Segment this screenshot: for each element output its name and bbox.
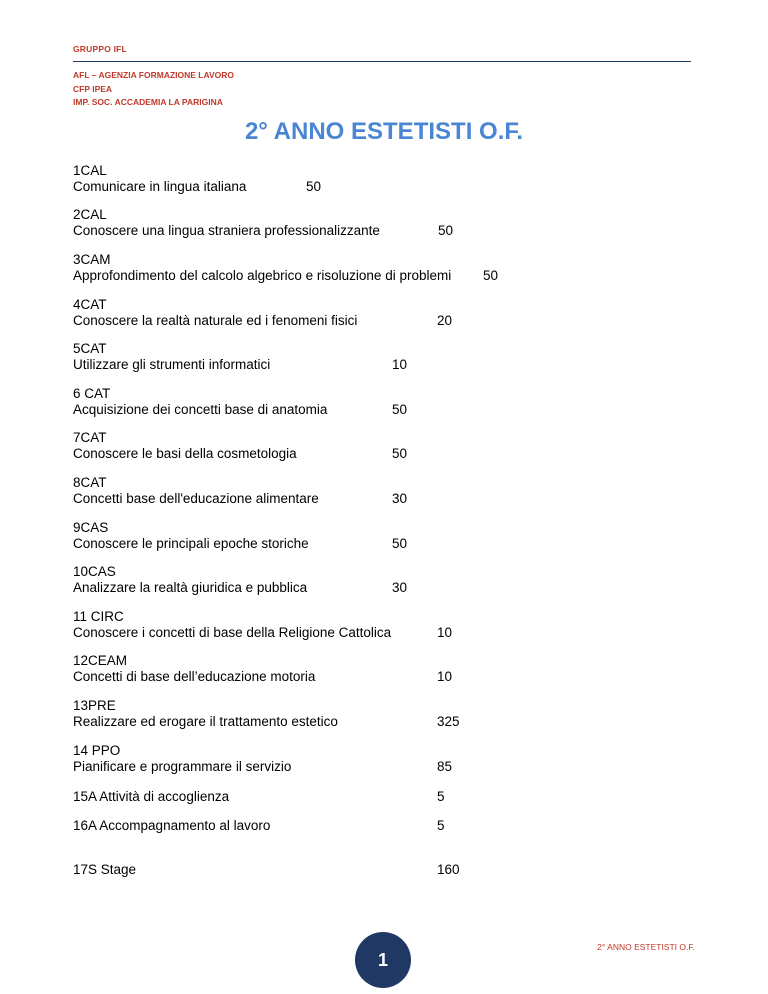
course-item bbox=[73, 341, 270, 373]
course-hours: 50 bbox=[392, 536, 408, 551]
course-code: 3CAM bbox=[73, 252, 111, 267]
course-name: Concetti base dell'educazione alimentare bbox=[73, 491, 319, 506]
course-item bbox=[73, 207, 380, 239]
header-divider bbox=[73, 61, 691, 62]
course-item bbox=[73, 862, 136, 878]
course-name: Utilizzare gli strumenti informatici bbox=[73, 357, 271, 372]
course-hours: 5 bbox=[437, 818, 445, 833]
course-item bbox=[73, 564, 307, 596]
course-code: 11 CIRC bbox=[73, 609, 124, 624]
course-code: 7CAT bbox=[73, 430, 107, 445]
course-name: Realizzare ed erogare il trattamento estetico bbox=[73, 714, 338, 729]
course-item bbox=[73, 252, 451, 284]
course-hours: 50 bbox=[392, 402, 408, 417]
course-hours: 10 bbox=[437, 669, 453, 684]
course-hours: 10 bbox=[392, 357, 408, 372]
course-name: Comunicare in lingua italiana bbox=[73, 179, 247, 194]
header-line-academy: IMP. SOC. ACCADEMIA LA PARIGINA bbox=[73, 97, 223, 107]
course-item bbox=[73, 520, 309, 552]
course-code: 1CAL bbox=[73, 163, 107, 178]
course-code: 10CAS bbox=[73, 564, 116, 579]
course-hours: 20 bbox=[437, 313, 453, 328]
course-name: Conoscere la realtà naturale ed i fenomeni fisici bbox=[73, 313, 358, 328]
course-item bbox=[73, 743, 291, 775]
course-name: Conoscere una lingua straniera professionalizzante bbox=[73, 223, 380, 238]
course-hours: 50 bbox=[438, 223, 454, 238]
course-name: Approfondimento del calcolo algebrico e risoluzione di problemi bbox=[73, 268, 452, 283]
course-name: 16A Accompagnamento al lavoro bbox=[73, 818, 271, 833]
course-hours: 50 bbox=[483, 268, 499, 283]
course-code: 5CAT bbox=[73, 341, 107, 356]
course-item bbox=[73, 789, 229, 805]
course-name: Acquisizione dei concetti base di anatomia bbox=[73, 402, 328, 417]
header-organizations bbox=[73, 69, 234, 110]
course-name: 17S Stage bbox=[73, 862, 137, 877]
course-code: 13PRE bbox=[73, 698, 116, 713]
course-item bbox=[73, 698, 338, 730]
course-item bbox=[73, 653, 315, 685]
course-hours: 50 bbox=[306, 179, 322, 194]
course-item bbox=[73, 609, 391, 641]
course-item bbox=[73, 430, 297, 462]
course-name: Conoscere le basi della cosmetologia bbox=[73, 446, 297, 461]
course-hours: 85 bbox=[437, 759, 453, 774]
course-item bbox=[73, 163, 246, 195]
course-code: 14 PPO bbox=[73, 743, 121, 758]
course-hours: 5 bbox=[437, 789, 445, 804]
course-hours: 325 bbox=[437, 714, 460, 729]
course-hours: 10 bbox=[437, 625, 453, 640]
course-hours: 160 bbox=[437, 862, 460, 877]
course-code: 8CAT bbox=[73, 475, 107, 490]
course-hours: 30 bbox=[392, 580, 408, 595]
course-code: 9CAS bbox=[73, 520, 109, 535]
header-line-agency: AFL – AGENZIA FORMAZIONE LAVORO bbox=[73, 70, 235, 80]
course-name: Concetti di base dell’educazione motoria bbox=[73, 669, 316, 684]
course-hours: 50 bbox=[392, 446, 408, 461]
course-item bbox=[73, 475, 319, 507]
course-code: 2CAL bbox=[73, 207, 107, 222]
course-item bbox=[73, 386, 327, 418]
header-line-cfp: CFP IPEA bbox=[73, 83, 113, 94]
course-code: 6 CAT bbox=[73, 386, 111, 401]
course-name: Pianificare e programmare il servizio bbox=[73, 759, 292, 774]
page-title: 2° ANNO ESTETISTI O.F. bbox=[244, 118, 524, 145]
page-number-badge: 1 bbox=[355, 932, 411, 988]
footer-title: 2° ANNO ESTETISTI O.F. bbox=[597, 942, 695, 952]
course-name: Conoscere le principali epoche storiche bbox=[73, 536, 309, 551]
course-hours: 30 bbox=[392, 491, 408, 506]
course-item bbox=[73, 297, 357, 329]
course-name: 15A Attività di accoglienza bbox=[73, 789, 230, 804]
header-group: GRUPPO IFL bbox=[73, 44, 127, 54]
course-name: Analizzare la realtà giuridica e pubblica bbox=[73, 580, 308, 595]
course-code: 4CAT bbox=[73, 297, 107, 312]
course-item bbox=[73, 818, 270, 834]
course-name: Conoscere i concetti di base della Religione Cattolica bbox=[73, 625, 392, 640]
course-code: 12CEAM bbox=[73, 653, 128, 668]
